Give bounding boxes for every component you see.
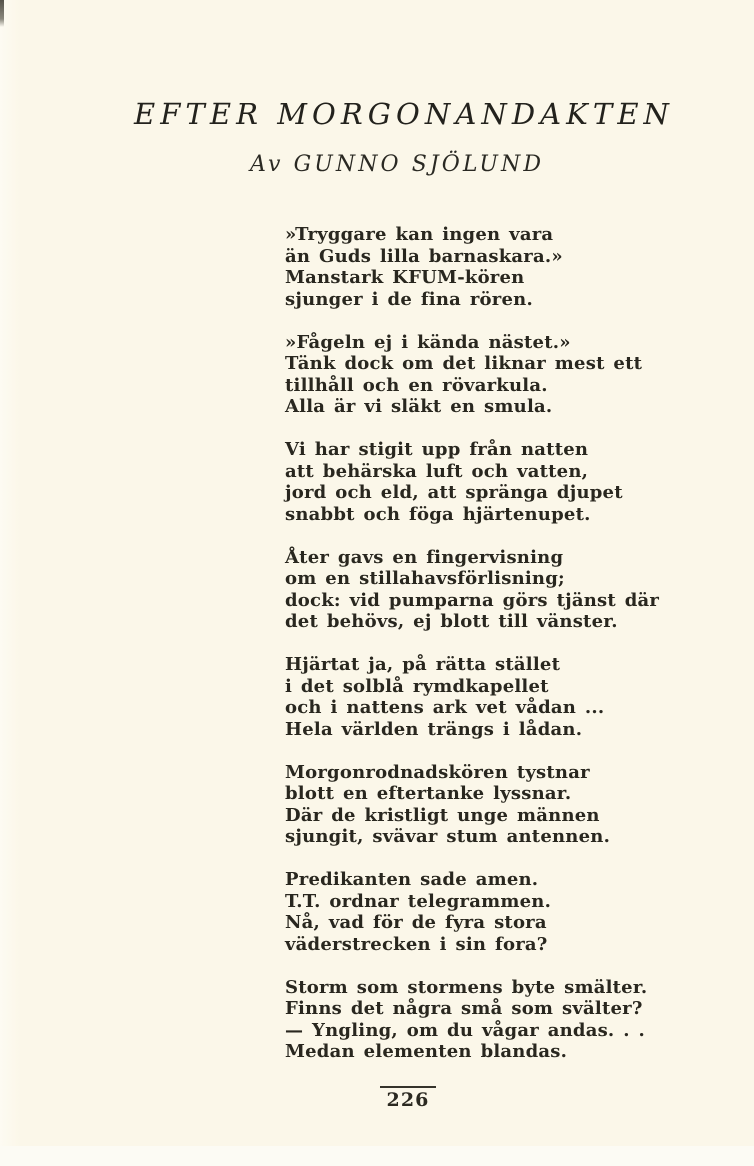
poem-stanza [285, 869, 615, 955]
poem-line: Storm som stormens byte smälter. [285, 976, 648, 998]
poem-line: tillhåll och en rövarkula. [285, 374, 548, 396]
poem-stanza [285, 331, 643, 418]
poem-line: Hjärtat ja, på rätta stället [285, 654, 561, 675]
poem-title: EFTER MORGONANDAKTEN [133, 97, 675, 131]
poem-line: Predikanten sade amen. [285, 869, 539, 890]
poem-line: Tänk dock om det liknar mest ett [285, 353, 643, 374]
poem-line: och i nattens ark vet vådan ... [285, 697, 605, 718]
poem-line: sjungit, svävar stum antennen. [285, 826, 611, 847]
poem-line: Alla är vi släkt en smula. [285, 396, 553, 417]
poem-line: Hela världen trängs i lådan. [285, 718, 583, 740]
poem-stanza [285, 976, 648, 1063]
poem-stanza [285, 654, 615, 740]
poem-stanza [285, 546, 660, 633]
poem-line: dock: vid pumparna görs tjänst där [285, 589, 660, 611]
poem-line: Medan elementen blandas. [285, 1041, 568, 1062]
poem-line: det behövs, ej blott till vänster. [285, 611, 618, 632]
poem-line: »Fågeln ej i kända nästet.» [285, 331, 571, 353]
poem-line: Nå, vad för de fyra stora [285, 912, 547, 933]
poem-stanza [285, 762, 615, 848]
poem-line: om en stillahavsförlisning; [285, 568, 565, 589]
poem-line: Åter gavs en fingervisning [285, 546, 564, 568]
poem-line: Finns det några små som svälter? [285, 998, 643, 1019]
poem-line: än Guds lilla barnaskara.» [285, 245, 563, 267]
poem [285, 224, 660, 1084]
poem-line: Manstark KFUM-kören [285, 267, 525, 288]
poem-line: blott en eftertanke lyssnar. [285, 783, 572, 804]
poem-line: att behärska luft och vatten, [285, 460, 589, 482]
poem-line: Morgonrodnadskören tystnar [285, 761, 590, 783]
poem-line: — Yngling, om du vågar andas. . . [285, 1019, 646, 1041]
page-number: 226 [380, 1086, 435, 1111]
scan-edge-shadow [0, 0, 4, 27]
poem-line: jord och eld, att spränga djupet [285, 482, 623, 503]
page-footer [0, 1086, 754, 1111]
poem-byline: Av GUNNO SJÖLUND [249, 152, 545, 177]
poem-line: Vi har stigit upp från natten [285, 439, 589, 460]
poem-stanza [285, 224, 615, 310]
poem-stanza [285, 439, 623, 525]
poem-line: i det solblå rymdkapellet [285, 675, 549, 697]
poem-line: Där de kristligt unge männen [285, 804, 600, 826]
poem-line: T.T. ordnar telegrammen. [285, 890, 552, 912]
poem-line: väderstrecken i sin fora? [285, 933, 548, 955]
poem-line: snabbt och föga hjärtenupet. [285, 503, 591, 525]
scan-bottom-edge [0, 1146, 754, 1166]
poem-line: »Tryggare kan ingen vara [285, 224, 554, 245]
poem-line: sjunger i de fina rören. [285, 288, 533, 310]
